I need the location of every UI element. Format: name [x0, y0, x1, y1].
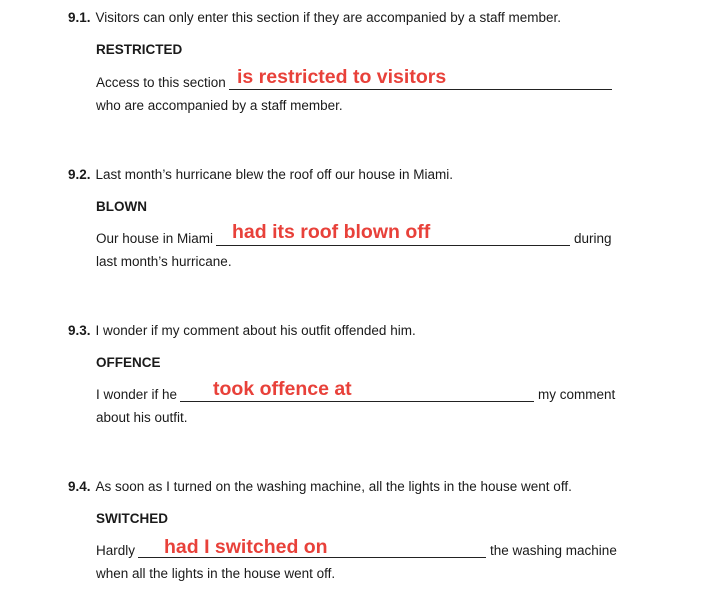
handwritten-answer: is restricted to visitors	[237, 66, 447, 88]
handwritten-answer: had I switched on	[164, 536, 328, 558]
sentence-continuation: last month’s hurricane.	[96, 254, 232, 269]
sentence-continuation: when all the lights in the house went off.	[96, 566, 336, 581]
keyword: RESTRICTED	[96, 42, 183, 57]
question-text: I wonder if my comment about his outfit offended him.	[95, 323, 416, 338]
sentence-continuation: about his outfit.	[96, 410, 188, 425]
sentence-start: Access to this section	[96, 75, 226, 90]
sentence-start: I wonder if he	[96, 387, 178, 402]
answer-blank[interactable]	[229, 89, 612, 90]
answer-blank[interactable]	[216, 245, 570, 246]
handwritten-answer: had its roof blown off	[232, 221, 431, 243]
sentence-start: Hardly	[96, 543, 136, 558]
sentence-continuation: who are accompanied by a staff member.	[96, 98, 343, 113]
handwritten-answer: took offence at	[213, 378, 352, 400]
keyword: SWITCHED	[96, 511, 168, 526]
sentence-after-blank: the washing machine	[490, 543, 617, 558]
question-prompt	[68, 479, 572, 494]
keyword: BLOWN	[96, 199, 147, 214]
question-prompt	[68, 323, 416, 338]
answer-blank[interactable]	[180, 401, 534, 402]
question-number: 9.2.	[68, 167, 91, 182]
question-text: Visitors can only enter this section if they are accompanied by a staff member.	[95, 10, 562, 25]
sentence-after-blank: my comment	[538, 387, 616, 402]
sentence-start: Our house in Miami	[96, 231, 214, 246]
question-prompt	[68, 10, 561, 25]
question-number: 9.3.	[68, 323, 91, 338]
question-prompt	[68, 167, 453, 182]
question-text: Last month’s hurricane blew the roof off our house in Miami.	[95, 167, 453, 182]
question-text: As soon as I turned on the washing machine, all the lights in the house went off.	[95, 479, 572, 494]
question-number: 9.1.	[68, 10, 91, 25]
keyword: OFFENCE	[96, 355, 161, 370]
question-number: 9.4.	[68, 479, 91, 494]
sentence-after-blank: during	[574, 231, 612, 246]
